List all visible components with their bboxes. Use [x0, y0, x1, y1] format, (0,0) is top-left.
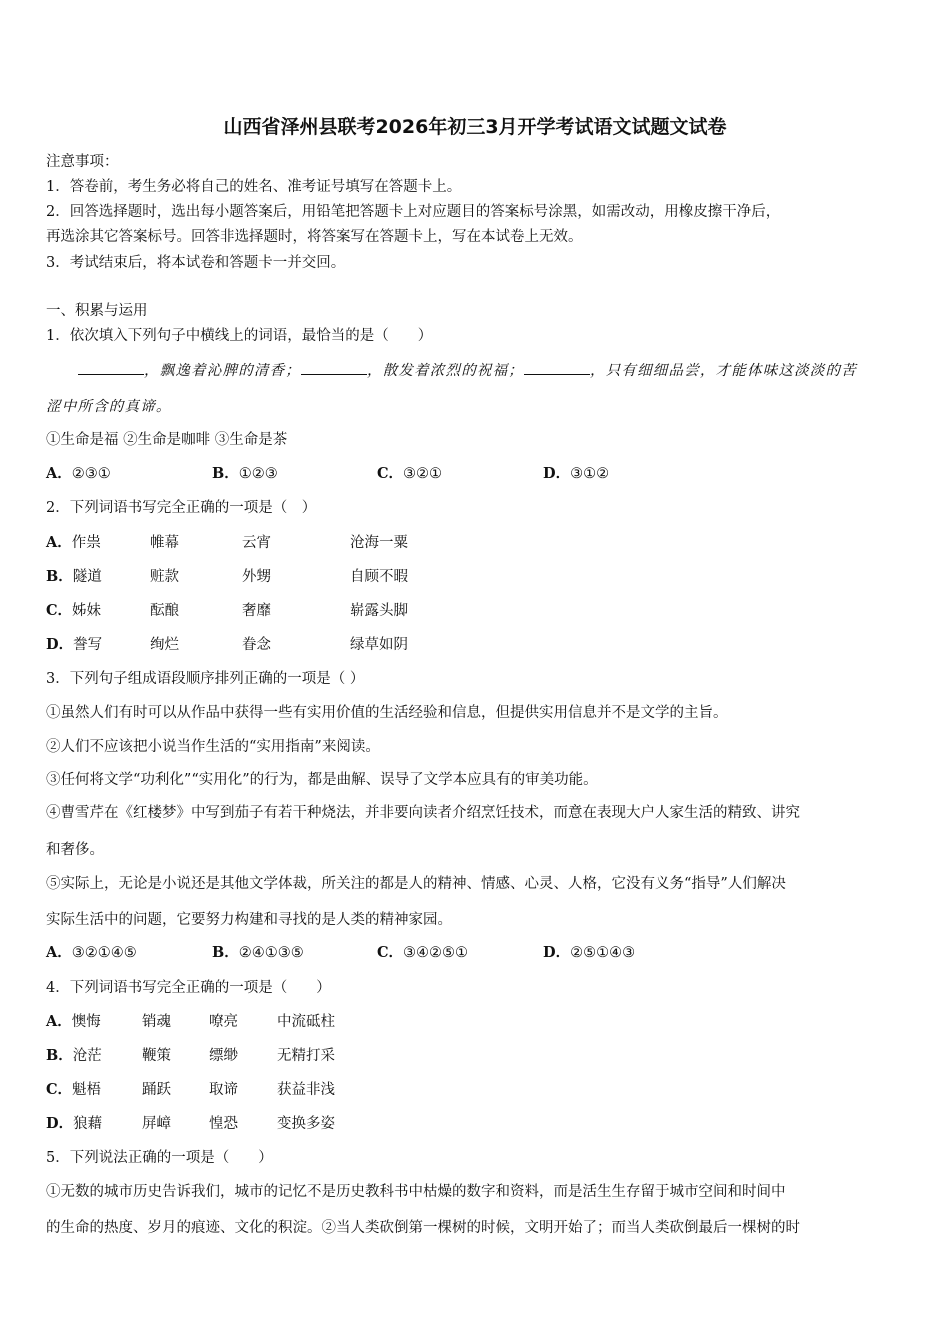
- notice-heading: 注意事项：: [46, 154, 119, 170]
- q2-c-word-3: 奢靡: [242, 603, 271, 619]
- q1-option-a[interactable]: A．②③①: [46, 465, 111, 482]
- q1-blank-2: [301, 360, 367, 375]
- q4-a-word-4: 中流砥柱: [277, 1014, 335, 1030]
- q4-stem: 4．下列词语书写完全正确的一项是（ ）: [46, 980, 331, 996]
- page-title: 山西省泽州县联考2026年初三3月开学考试语文试题文试卷: [223, 116, 727, 138]
- q2-option-d[interactable]: D． 誊写: [46, 636, 103, 653]
- notice-item-1: 1．答卷前，考生务必将自己的姓名、准考证号填写在答题卡上。: [46, 179, 462, 195]
- q2-stem: 2．下列词语书写完全正确的一项是（ ）: [46, 500, 317, 516]
- q4-option-d[interactable]: D． 狼藉: [46, 1115, 103, 1132]
- q3-line-4: ④曹雪芹在《红楼梦》中写到茄子有若干种烧法，并非要向读者介绍烹饪技术，而意在表现大户人家生活的精致、讲究: [46, 805, 800, 821]
- q4-c-word-3: 取谛: [209, 1082, 238, 1098]
- q3-line-3: ③任何将文学“功利化”“实用化”的行为，都是曲解、误导了文学本应具有的审美功能。: [46, 772, 598, 788]
- q2-a-word-3: 云宵: [242, 535, 271, 551]
- q2-option-c[interactable]: C． 姊妹: [46, 602, 102, 619]
- q1-option-c[interactable]: C．③②①: [377, 465, 443, 482]
- q1-choices: ①生命是福 ②生命是咖啡 ③生命是茶: [46, 432, 288, 448]
- q3-line-4-cont: 和奢侈。: [46, 842, 104, 858]
- q3-line-5-cont: 实际生活中的问题，它要努力构建和寻找的是人类的精神家园。: [46, 912, 452, 928]
- q2-b-word-2: 赃款: [150, 569, 179, 585]
- notice-item-3: 3．考试结束后，将本试卷和答题卡一并交回。: [46, 255, 346, 271]
- q4-option-a[interactable]: A． 懊悔: [46, 1013, 101, 1030]
- q4-option-c[interactable]: C． 魁梧: [46, 1081, 102, 1098]
- q1-option-b[interactable]: B．①②③: [212, 465, 278, 482]
- q5-line-1: ①无数的城市历史告诉我们，城市的记忆不是历史教科书中枯燥的数字和资料，而是活生生存留于城市空间和时间中: [46, 1184, 786, 1200]
- q4-b-word-4: 无精打采: [277, 1048, 335, 1064]
- q4-option-b[interactable]: B． 沧茫: [46, 1047, 102, 1064]
- q2-a-word-4: 沧海一粟: [350, 535, 408, 551]
- q3-option-a[interactable]: A．③②①④⑤: [46, 944, 137, 961]
- q2-c-word-4: 崭露头脚: [350, 603, 408, 619]
- q3-option-b[interactable]: B．②④①③⑤: [212, 944, 304, 961]
- q4-b-word-3: 缥缈: [209, 1048, 238, 1064]
- q5-stem: 5．下列说法正确的一项是（ ）: [46, 1150, 273, 1166]
- q1-sentence: [78, 360, 857, 381]
- q2-c-word-2: 酝酿: [150, 603, 179, 619]
- q3-option-c[interactable]: C．③④②⑤①: [377, 944, 469, 961]
- q2-b-word-3: 外甥: [242, 569, 271, 585]
- q3-option-d[interactable]: D．②⑤①④③: [543, 944, 636, 961]
- q3-stem: 3．下列句子组成语段顺序排列正确的一项是（ ）: [46, 671, 365, 687]
- q4-d-word-2: 屏嶂: [142, 1116, 171, 1132]
- q1-text-2: ，散发着浓烈的祝福；: [367, 363, 524, 379]
- q2-d-word-4: 绿草如阴: [350, 637, 408, 653]
- q1-stem: 1．依次填入下列句子中横线上的词语，最恰当的是（ ）: [46, 328, 433, 344]
- q4-d-word-4: 变换多姿: [277, 1116, 335, 1132]
- q1-blank-1: [78, 360, 144, 375]
- q5-line-2: 的生命的热度、岁月的痕迹、文化的积淀。②当人类砍倒第一棵树的时候，文明开始了；而当人类砍倒最后一棵树的时: [46, 1220, 800, 1236]
- q4-a-word-2: 销魂: [142, 1014, 171, 1030]
- q3-line-2: ②人们不应该把小说当作生活的“实用指南”来阅读。: [46, 739, 380, 755]
- notice-item-2: 2．回答选择题时，选出每小题答案后，用铅笔把答题卡上对应题目的答案标号涂黑，如需改动，用橡皮擦干净后，: [46, 204, 781, 220]
- q1-text-3: ，只有细细品尝，才能体味这淡淡的苦: [590, 363, 857, 379]
- q4-d-word-3: 惶恐: [209, 1116, 238, 1132]
- q4-b-word-2: 鞭策: [142, 1048, 171, 1064]
- q2-b-word-4: 自顾不暇: [350, 569, 408, 585]
- q1-option-d[interactable]: D．③①②: [543, 465, 610, 482]
- section-heading: 一、积累与运用: [46, 303, 148, 319]
- q4-c-word-2: 踊跃: [142, 1082, 171, 1098]
- q1-text-1: ，飘逸着沁脾的清香；: [144, 363, 301, 379]
- q2-option-b[interactable]: B． 隧道: [46, 568, 102, 585]
- q2-option-a[interactable]: A． 作祟: [46, 534, 101, 551]
- q2-d-word-2: 绚烂: [150, 637, 179, 653]
- q2-a-word-2: 帷幕: [150, 535, 179, 551]
- q4-c-word-4: 获益非浅: [277, 1082, 335, 1098]
- q4-a-word-3: 嘹亮: [209, 1014, 238, 1030]
- q3-line-5: ⑤实际上，无论是小说还是其他文学体裁，所关注的都是人的精神、情感、心灵、人格，它没有义务“指导”人们解决: [46, 876, 786, 892]
- q1-sentence-cont: 涩中所含的真谛。: [46, 399, 172, 415]
- q1-blank-3: [524, 360, 590, 375]
- notice-item-2-cont: 再选涂其它答案标号。回答非选择题时，将答案写在答题卡上，写在本试卷上无效。: [46, 229, 583, 245]
- q2-d-word-3: 眷念: [242, 637, 271, 653]
- q3-line-1: ①虽然人们有时可以从作品中获得一些有实用价值的生活经验和信息，但提供实用信息并不是文学的主旨。: [46, 705, 728, 721]
